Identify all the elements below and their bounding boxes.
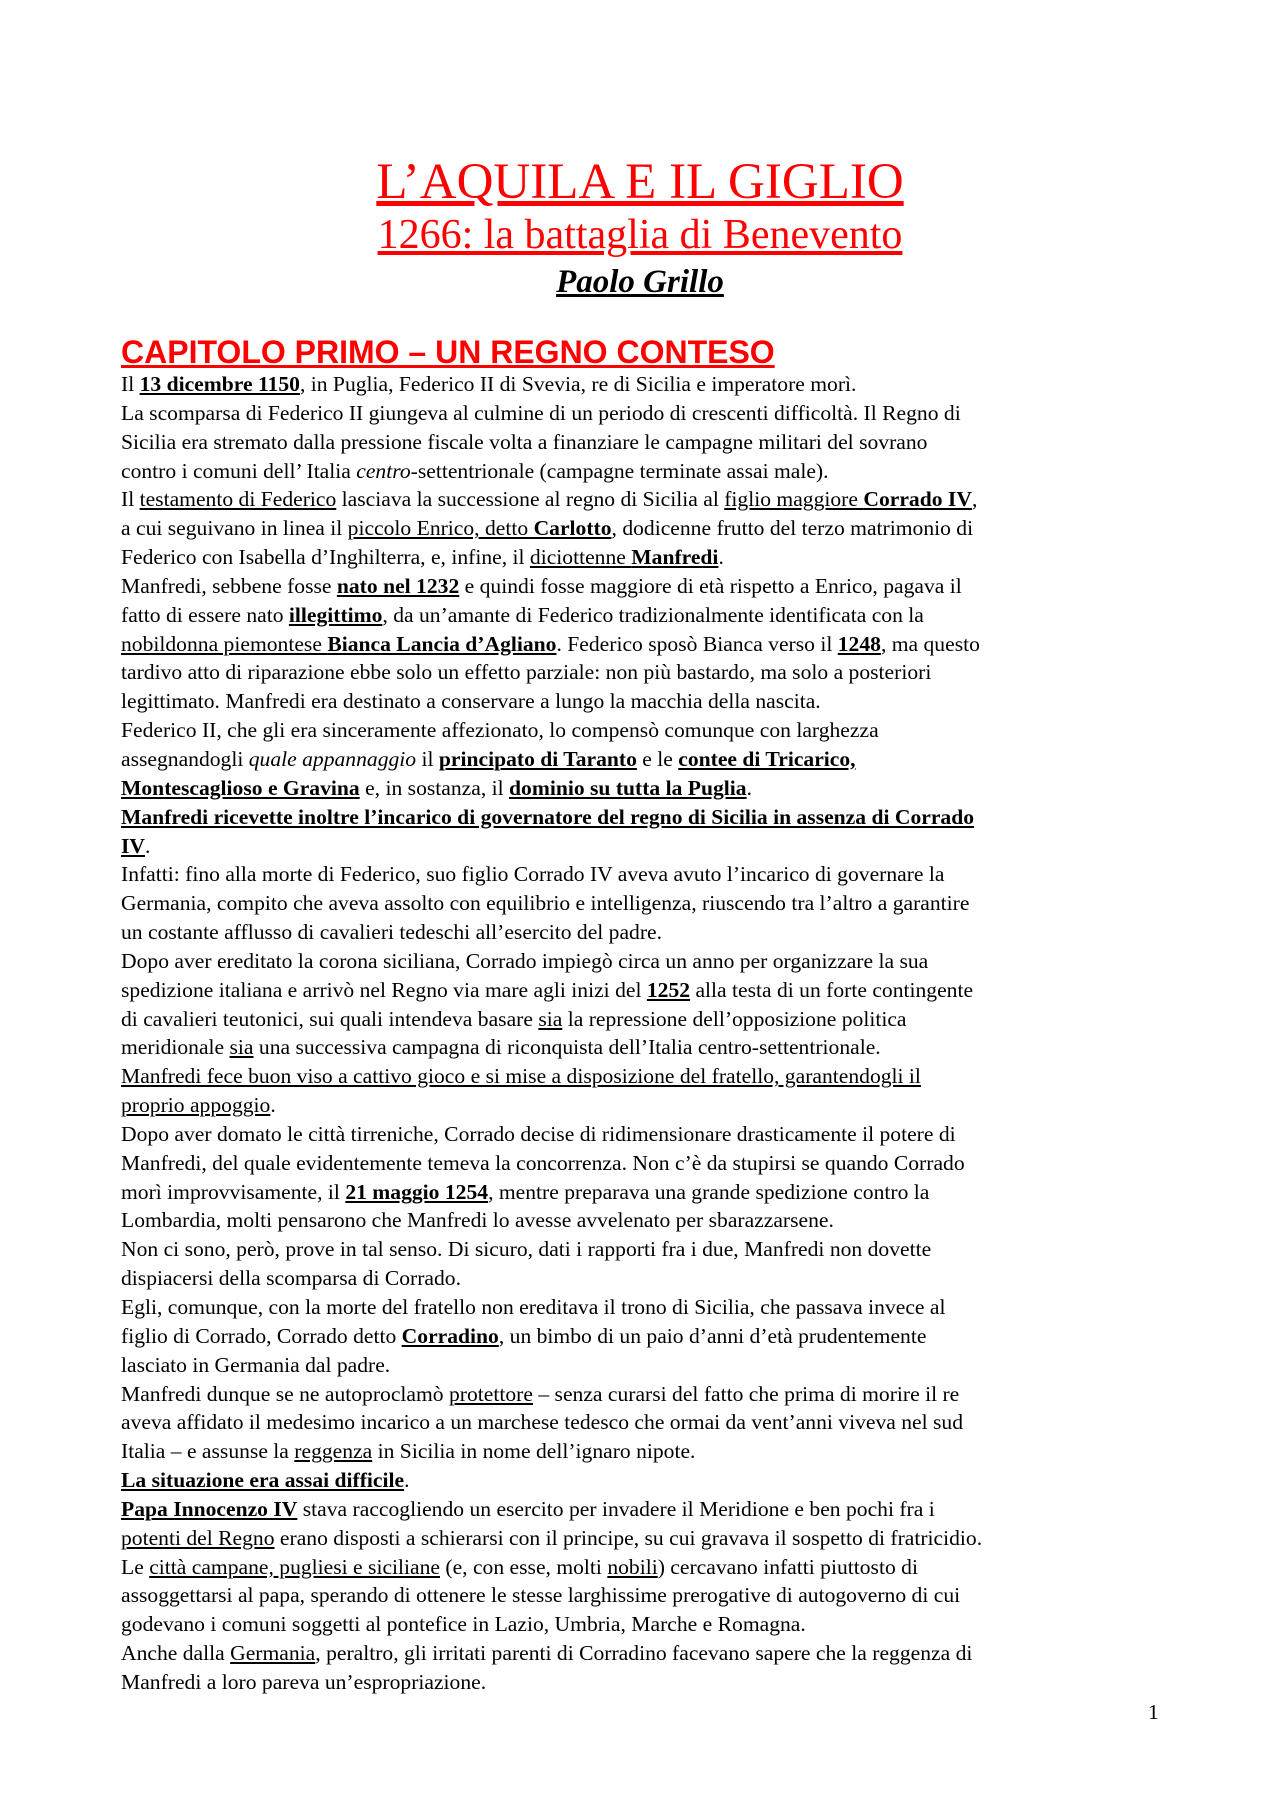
text-line xyxy=(121,716,1161,745)
text-segment: assegnandogli xyxy=(121,746,249,771)
text-segment: – senza curarsi del fatto che prima di morire il re xyxy=(532,1381,960,1406)
text-line xyxy=(121,572,1161,601)
text-segment: Corrado IV xyxy=(863,487,972,512)
text-line xyxy=(121,832,1161,861)
text-segment: . Federico sposò Bianca verso il xyxy=(556,631,838,656)
text-segment: (e, con esse, molti xyxy=(440,1554,608,1579)
text-segment: Germania, compito che aveva assolto con equilibrio e intelligenza, riuscendo tra l’altro a garantire xyxy=(121,891,970,916)
text-line xyxy=(121,889,1161,918)
text-segment: fatto di essere nato xyxy=(121,602,289,627)
text-segment: quale appannaggio xyxy=(248,746,417,771)
text-line xyxy=(121,687,1161,716)
text-line xyxy=(121,947,1161,976)
text-segment: La scomparsa di Federico II giungeva al culmine di un periodo di crescenti difficoltà. Il Regno di xyxy=(121,400,961,425)
text-segment: reggenza xyxy=(294,1439,373,1464)
text-segment: Manfredi xyxy=(631,545,719,570)
text-segment: Manfredi fece buon viso a cattivo gioco e si mise a disposizione del fratello, garantendogli il xyxy=(121,1064,921,1089)
text-segment: nobildonna piemontese xyxy=(121,631,328,656)
text-line xyxy=(121,543,1161,572)
text-segment: , xyxy=(971,487,978,512)
text-segment: ) cercavano infatti piuttosto di xyxy=(657,1554,918,1579)
text-segment: contee di Tricarico, xyxy=(678,746,856,771)
text-segment: 13 dicembre 1150 xyxy=(139,372,300,396)
text-segment: città campane, pugliesi e siciliane xyxy=(149,1554,440,1579)
text-segment: centro- xyxy=(356,458,418,483)
body-text xyxy=(121,370,1161,1697)
text-segment: e le xyxy=(636,746,679,771)
text-segment: , ma questo xyxy=(880,631,980,656)
text-segment: legittimato. Manfredi era destinato a conservare a lungo la macchia della nascita. xyxy=(121,689,821,714)
text-segment: Non ci sono, però, prove in tal senso. Di sicuro, dati i rapporti fra i due, Manfredi non dovette xyxy=(121,1237,932,1262)
text-segment: , un bimbo di un paio d’anni d’età prudentemente xyxy=(498,1323,927,1348)
text-segment: lasciato in Germania dal padre. xyxy=(121,1352,391,1377)
text-segment: assoggettarsi al papa, sperando di ottenere le stesse larghissime prerogative di autogoverno di cui xyxy=(121,1583,961,1608)
page-number: 1 xyxy=(1148,1700,1159,1724)
text-segment: contro i comuni dell’ Italia xyxy=(121,458,357,483)
text-segment: spedizione italiana e arrivò nel Regno via mare agli inizi del xyxy=(121,977,647,1002)
text-segment: 1252 xyxy=(646,977,691,1002)
text-segment: . xyxy=(718,545,724,570)
text-segment: Dopo aver ereditato la corona siciliana, Corrado impiegò circa un anno per organizzare la sua xyxy=(121,948,929,973)
text-line xyxy=(121,485,1161,514)
text-segment: figlio di Corrado, Corrado detto xyxy=(121,1323,402,1348)
text-segment: 21 maggio 1254 xyxy=(345,1179,489,1204)
text-line xyxy=(121,1322,1161,1351)
text-segment: , peraltro, gli irritati parenti di Corradino facevano sapere che la reggenza di xyxy=(315,1641,973,1666)
text-segment: . xyxy=(746,775,753,800)
text-line xyxy=(121,1351,1161,1380)
text-line xyxy=(121,1524,1161,1553)
text-segment: testamento di Federico xyxy=(139,487,337,512)
text-line xyxy=(121,1639,1161,1668)
text-segment: Il xyxy=(121,487,140,512)
text-segment: stava raccogliendo un esercito per invadere il Meridione e ben pochi fra i xyxy=(297,1496,935,1521)
text-segment: Manfredi a loro pareva un’espropriazione. xyxy=(121,1669,487,1694)
text-segment: erano disposti a schierarsi con il principe, su cui gravava il sospetto di fratricidio. xyxy=(274,1525,983,1550)
text-segment: protettore xyxy=(449,1381,533,1406)
text-segment: Infatti: fino alla morte di Federico, suo figlio Corrado IV aveva avuto l’incarico di governare la xyxy=(121,862,945,887)
document-subtitle: 1266: la battaglia di Benevento xyxy=(377,212,903,258)
text-segment: , dodicenne frutto del terzo matrimonio di xyxy=(611,516,974,541)
text-segment: illegittimo xyxy=(288,602,383,627)
text-line xyxy=(121,1610,1161,1639)
text-line xyxy=(121,1437,1161,1466)
text-line xyxy=(121,918,1161,947)
text-line xyxy=(121,1235,1161,1264)
text-line xyxy=(121,1033,1161,1062)
text-segment: in Sicilia in nome dell’ignaro nipote. xyxy=(372,1439,696,1464)
text-segment: di cavalieri teutonici, sui quali intendeva basare xyxy=(121,1006,539,1031)
text-line xyxy=(121,1380,1161,1409)
text-segment: una successiva campagna di riconquista dell’Italia centro-settentrionale. xyxy=(253,1035,881,1060)
text-segment: sia xyxy=(229,1035,254,1060)
text-segment: alla testa di un forte contingente xyxy=(690,977,974,1002)
text-line xyxy=(121,1206,1161,1235)
text-line xyxy=(121,370,1161,399)
text-segment: nobili xyxy=(607,1554,658,1579)
text-segment: piccolo Enrico, detto xyxy=(347,516,534,541)
chapter-heading: CAPITOLO PRIMO – UN REGNO CONTESO xyxy=(121,334,775,370)
text-segment: il xyxy=(416,746,439,771)
text-segment: dispiacersi della scomparsa di Corrado. xyxy=(121,1266,461,1291)
text-segment: e, in sostanza, il xyxy=(359,775,510,800)
text-segment: , mentre preparava una grande spedizione contro la xyxy=(488,1179,930,1204)
text-segment: Federico con Isabella d’Inghilterra, e, infine, il xyxy=(121,545,530,570)
text-segment: Manfredi dunque se ne autoproclamò xyxy=(121,1381,449,1406)
text-segment: Corradino xyxy=(401,1323,499,1348)
text-segment: godevano i comuni soggetti al pontefice in Lazio, Umbria, Marche e Romagna. xyxy=(121,1612,806,1637)
text-line xyxy=(121,1149,1161,1178)
text-segment: . xyxy=(145,833,151,858)
text-line xyxy=(121,457,1161,486)
text-segment: Sicilia era stremato dalla pressione fiscale volta a finanziare le campagne militari del sovrano xyxy=(121,429,928,454)
text-segment: Egli, comunque, con la morte del fratello non ereditava il trono di Sicilia, che passava invece al xyxy=(121,1295,946,1319)
text-line xyxy=(121,860,1161,889)
text-segment: settentrionale (campagne terminate assai male). xyxy=(417,458,829,483)
text-line xyxy=(121,1495,1161,1524)
text-segment: dominio su tutta la Puglia xyxy=(509,775,747,800)
text-line xyxy=(121,658,1161,687)
text-segment: figlio maggiore xyxy=(724,487,864,512)
text-line xyxy=(121,601,1161,630)
text-segment: meridionale xyxy=(121,1035,230,1060)
text-line xyxy=(121,514,1161,543)
text-line xyxy=(121,1466,1161,1495)
text-segment: Manfredi, del quale evidentemente temeva la concorrenza. Non c’è da stupirsi se quando Corrado xyxy=(121,1150,965,1175)
text-line xyxy=(121,1553,1161,1582)
text-line xyxy=(121,1178,1161,1207)
text-line xyxy=(121,745,1161,774)
text-segment: lasciava la successione al regno di Sicilia al xyxy=(336,487,725,512)
text-segment: e quindi fosse maggiore di età rispetto a Enrico, pagava il xyxy=(459,573,962,598)
text-segment: Germania xyxy=(230,1641,316,1666)
text-line xyxy=(121,803,1161,832)
text-segment: Manfredi, sebbene fosse xyxy=(121,573,337,598)
text-segment: nato nel 1232 xyxy=(336,573,460,598)
text-line xyxy=(121,1062,1161,1091)
text-segment: Dopo aver domato le città tirreniche, Corrado decise di ridimensionare drasticamente il potere di xyxy=(121,1121,956,1146)
text-line xyxy=(121,1091,1161,1120)
text-segment: Federico II, che gli era sinceramente affezionato, lo compensò comunque con larghezza xyxy=(121,718,879,743)
text-segment: sia xyxy=(538,1006,563,1031)
text-segment: principato di Taranto xyxy=(438,746,637,771)
text-segment: La situazione era assai difficile xyxy=(121,1468,405,1493)
text-segment: 1248 xyxy=(837,631,881,656)
text-line xyxy=(121,399,1161,428)
text-segment: diciottenne xyxy=(529,545,632,570)
text-segment: proprio appoggio xyxy=(121,1093,271,1118)
text-segment: potenti del Regno xyxy=(121,1525,275,1550)
text-line xyxy=(121,1668,1161,1697)
text-segment: Il xyxy=(121,372,140,396)
text-segment: Bianca Lancia d’Agliano xyxy=(327,631,557,656)
document-author: Paolo Grillo xyxy=(556,264,724,300)
text-segment: a cui seguivano in linea il xyxy=(121,516,348,541)
text-line xyxy=(121,774,1161,803)
text-segment: Lombardia, molti pensarono che Manfredi lo avesse avvelenato per sbarazzarsene. xyxy=(121,1208,834,1233)
text-segment: Carlotto xyxy=(533,516,612,541)
document-title: L’AQUILA E IL GIGLIO xyxy=(376,154,904,210)
text-line xyxy=(121,1264,1161,1293)
text-line xyxy=(121,1293,1161,1322)
text-line xyxy=(121,1581,1161,1610)
text-segment: Anche dalla xyxy=(121,1641,231,1666)
text-segment: . xyxy=(270,1093,276,1118)
text-segment: Montescaglioso e Gravina xyxy=(121,775,360,800)
text-segment: Italia – e assunse la xyxy=(121,1439,295,1464)
text-segment: tardivo atto di riparazione ebbe solo un effetto parziale: non più bastardo, ma solo a posteriori xyxy=(121,660,932,685)
text-line xyxy=(121,1120,1161,1149)
text-line xyxy=(121,976,1161,1005)
text-segment: Manfredi ricevette inoltre l’incarico di governatore del regno di Sicilia in assenza di Corrado xyxy=(121,804,975,829)
text-segment: la repressione dell’opposizione politica xyxy=(562,1006,907,1031)
text-line xyxy=(121,1408,1161,1437)
text-segment: aveva affidato il medesimo incarico a un marchese tedesco che ormai da vent’anni viveva nel sud xyxy=(121,1410,964,1435)
text-segment: Le xyxy=(121,1554,150,1579)
text-line xyxy=(121,630,1161,659)
text-segment: Papa Innocenzo IV xyxy=(121,1496,298,1521)
text-line xyxy=(121,428,1161,457)
text-line xyxy=(121,1005,1161,1034)
text-segment: , da un’amante di Federico tradizionalmente identificata con la xyxy=(382,602,924,627)
text-segment: IV xyxy=(121,833,145,858)
text-segment: un costante afflusso di cavalieri tedeschi all’esercito del padre. xyxy=(121,920,663,945)
text-segment: morì improvvisamente, il xyxy=(121,1179,346,1204)
text-segment: . xyxy=(404,1468,410,1493)
text-segment: , in Puglia, Federico II di Svevia, re di Sicilia e imperatore morì. xyxy=(299,372,857,396)
